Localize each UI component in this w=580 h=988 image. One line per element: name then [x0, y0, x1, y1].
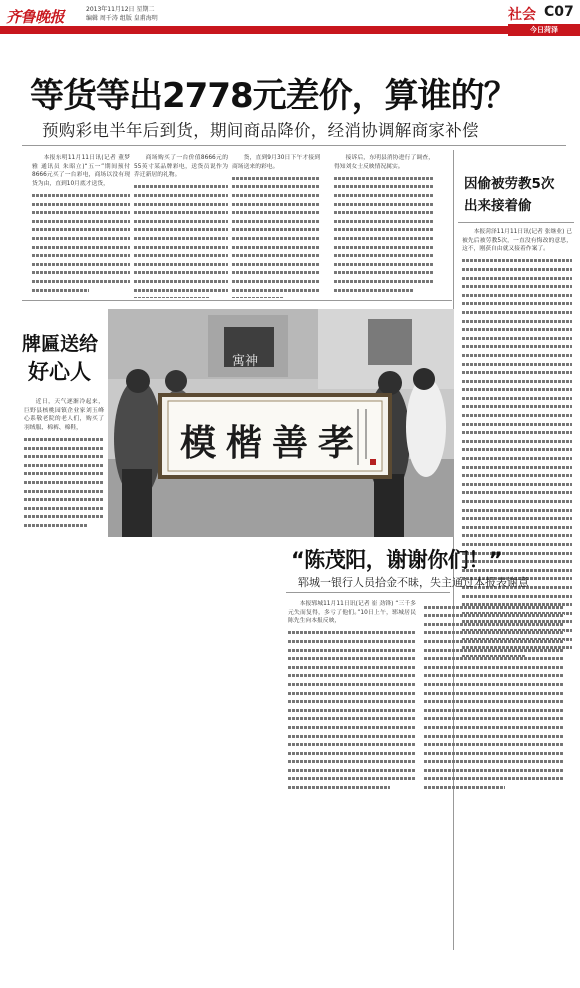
thanks-column-1 [288, 600, 416, 796]
side-title-line-2: 出来接着偷 [464, 198, 532, 214]
lead-col4-opening: 接诉后，东明县消协进行了调查，得知刘女士反映情况属实。 [334, 155, 434, 170]
lead-bottom-rule [22, 300, 452, 301]
plaque-story-body [24, 398, 104, 538]
newspaper-logo: 齐鲁晚报 [6, 8, 65, 26]
plaque-story-title [22, 330, 122, 386]
wall-sign-text: 寓神 [232, 354, 259, 369]
plaque-title-line-2: 好心人 [28, 360, 91, 384]
side-story-title [464, 173, 574, 217]
lead-column-4 [334, 154, 434, 298]
lead-col2-opening: 商场购买了一台价值8666元的55英寸某品牌彩电，送货员说作为乔迁新居的礼物。 [134, 155, 228, 179]
lead-divider [22, 145, 566, 146]
masthead [0, 0, 580, 38]
lead-col3-opening: 货，直到9月30日下午才接到商场送来的彩电。 [232, 155, 320, 170]
masthead-red-bar [0, 26, 580, 34]
thanks-title-rule [286, 592, 450, 593]
side-title-line-1: 因偷被劳教5次 [464, 176, 555, 192]
side-story-opening: 本报菏泽11月11日讯(记者 张继业) 已被先后被劳教5次，一直没有悔改的意思，这不，刚获自由就又接着作案了。 [462, 229, 572, 253]
photo-illustration [108, 309, 454, 537]
thanks-story-title: “陈茂阳，谢谢你们！” [291, 548, 503, 572]
plaque-calligraphy: 模楷善孝 [180, 422, 365, 464]
thanks-story-opening: 本报郓城11月11日讯(记者 崔 劲锋) “三千多元失而复得，多亏了他们。”10日上午，郓城居民陈先生向本报反映， [288, 601, 416, 625]
news-photo [108, 309, 454, 537]
editor-credits: 编辑 周千涛 组版 皇甫海明 [86, 15, 158, 22]
lead-column-2 [134, 154, 228, 298]
section-tag: 今日菏泽 [508, 24, 580, 36]
side-title-rule [458, 222, 574, 223]
lead-column-3 [232, 154, 320, 298]
lead-column-1 [32, 154, 130, 298]
page-number: C07 [544, 4, 574, 20]
thanks-column-2 [424, 600, 564, 796]
thanks-story-subhead: 郓城一银行人员拾金不昧，失主通过本报表谢意 [298, 576, 529, 589]
issue-date: 2013年11月12日 星期二 [86, 6, 155, 13]
plaque-title-line-1: 牌匾送给 [22, 333, 99, 355]
section-name: 社会 [508, 7, 536, 23]
lead-col1-opening: 本报东明11月11日讯(记者 董梦雅 通讯员 朱昭立)“五一”期间预付8666元买了一台彩电，商场以没有现货为由，直到10月底才送货， [32, 155, 130, 187]
plaque-story-opening: 近日，天气逐渐冷起来，巨野县核桃园镇企业家刘玉峰心系敬老院的老人们，购买了羽绒服、棉裤、棉鞋， [24, 399, 104, 431]
lead-subhead: 预购彩电半年后到货，期间商品降价，经消协调解商家补偿 [42, 121, 479, 140]
lead-headline: 等货等出2778元差价，算谁的？ [30, 76, 517, 116]
